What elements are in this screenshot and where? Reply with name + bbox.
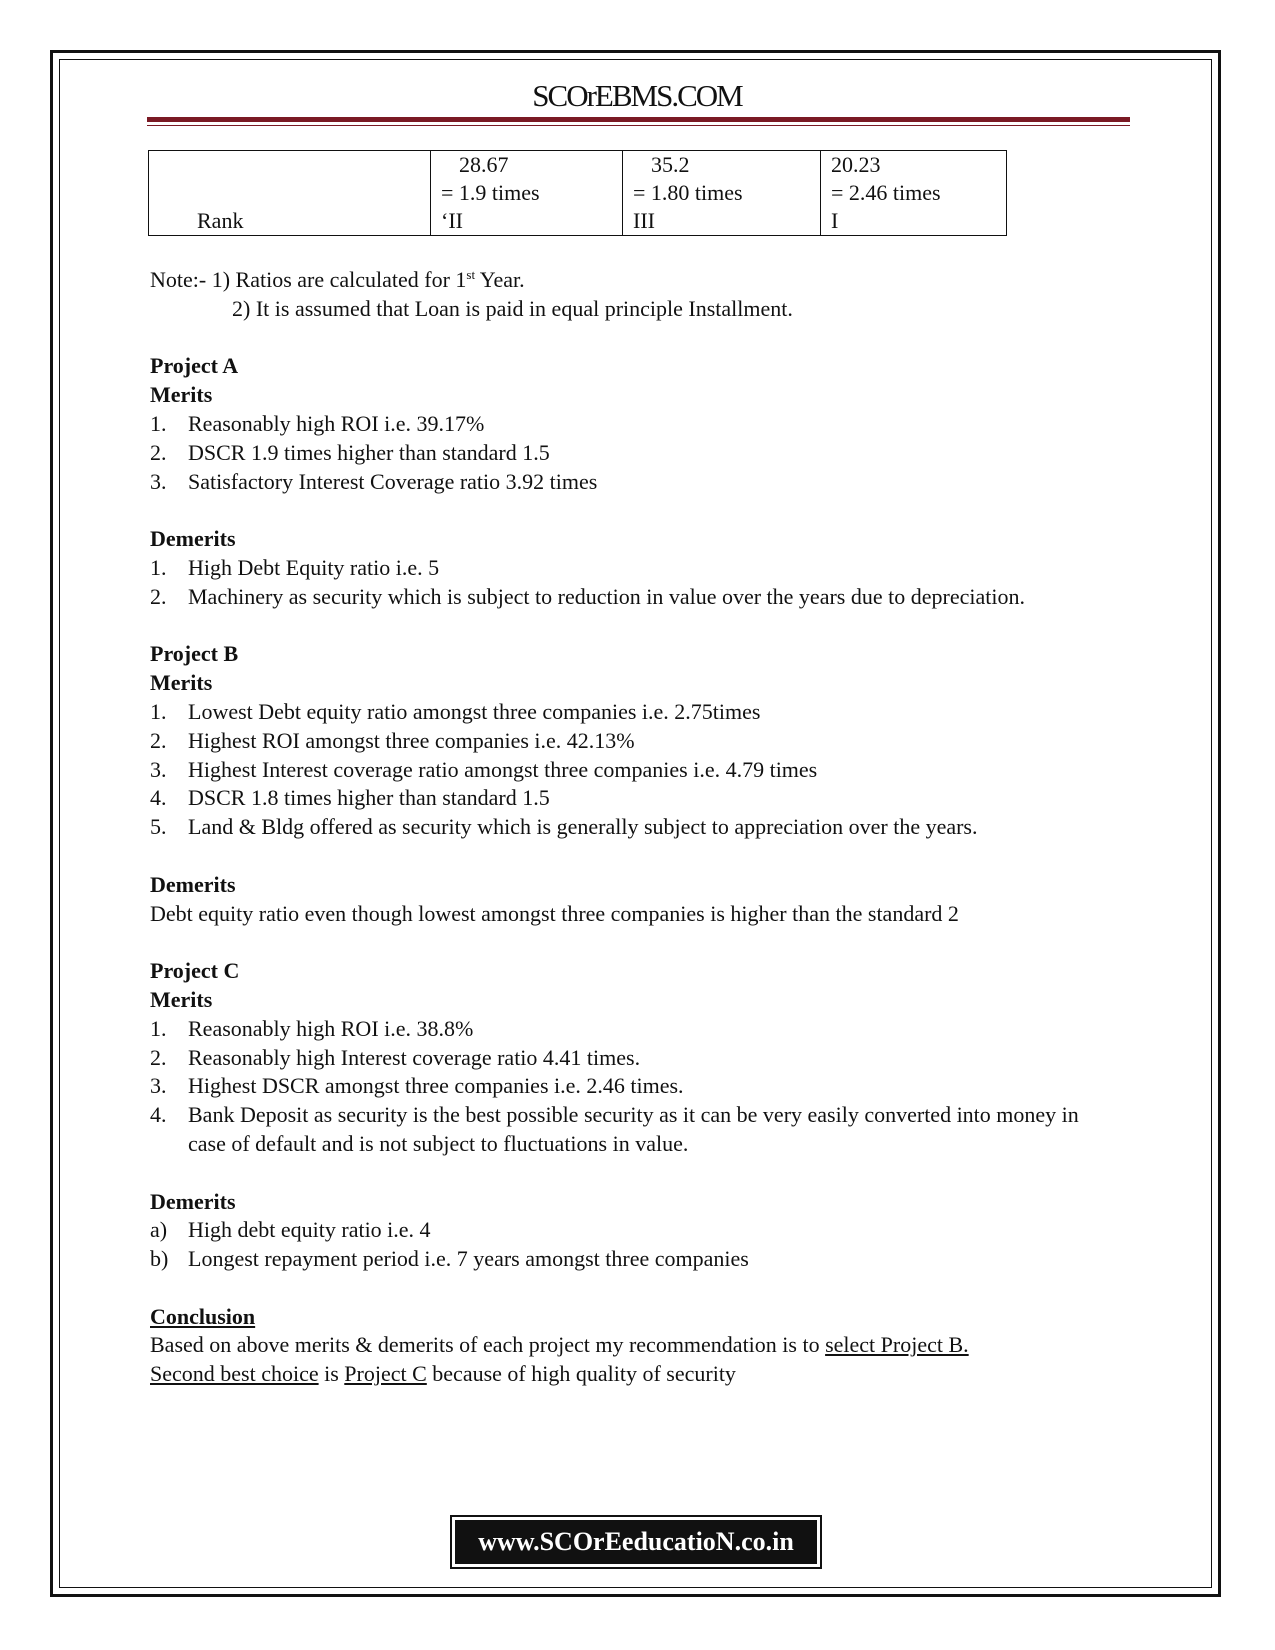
project-c-merits-heading: Merits bbox=[150, 986, 213, 1012]
rank-cell-b bbox=[623, 151, 821, 236]
list-item: 1. High Debt Equity ratio i.e. 5 bbox=[150, 554, 440, 580]
site-header: SCOrEBMS.COM bbox=[532, 78, 742, 113]
note-line-2: 2) It is assumed that Loan is paid in equal principle Installment. bbox=[232, 295, 793, 321]
list-item: 1. Reasonably high ROI i.e. 38.8% bbox=[150, 1015, 474, 1041]
document-body bbox=[150, 266, 1110, 1389]
conclusion-heading: Conclusion bbox=[150, 1303, 256, 1329]
project-a-title: Project A bbox=[150, 353, 239, 379]
project-b-title: Project B bbox=[150, 641, 239, 667]
cell-rank: III bbox=[633, 208, 655, 233]
second-choice-text: Second best choice bbox=[150, 1361, 319, 1387]
recommendation-link: select Project B. bbox=[825, 1332, 969, 1358]
list-item: 4. Bank Deposit as security is the best possible security as it can be very easily converted into money in case of default and is not subject to fluctuations in value. bbox=[150, 1102, 1079, 1156]
project-b-demerits-text: Debt equity ratio even though lowest amongst three companies is higher than the standard 2 bbox=[150, 900, 959, 926]
project-a-demerits-list bbox=[150, 554, 1110, 612]
list-item: 4. DSCR 1.8 times higher than standard 1.5 bbox=[150, 785, 550, 811]
list-item: a) High debt equity ratio i.e. 4 bbox=[150, 1217, 431, 1243]
footer-website: www.SCOrEeducatioN.co.in bbox=[455, 1520, 817, 1564]
rank-cell-a bbox=[431, 151, 623, 236]
list-item: b) Longest repayment period i.e. 7 years amongst three companies bbox=[150, 1246, 749, 1272]
table-row bbox=[149, 151, 1007, 236]
list-item: 2. DSCR 1.9 times higher than standard 1.5 bbox=[150, 439, 550, 465]
header-rule bbox=[147, 117, 1130, 122]
project-c-demerits-list bbox=[150, 1216, 1110, 1274]
footer-website-box bbox=[450, 1515, 822, 1569]
list-item: 2. Highest ROI amongst three companies i.e. 42.13% bbox=[150, 727, 635, 753]
header-rule-thin bbox=[147, 125, 1130, 126]
project-b-merits-list bbox=[150, 698, 1110, 842]
list-item: 2. Reasonably high Interest coverage ratio 4.41 times. bbox=[150, 1044, 641, 1070]
project-a-merits-list bbox=[150, 410, 1110, 496]
cell-rank: I bbox=[831, 208, 839, 233]
list-item: 3. Highest DSCR amongst three companies i.e. 2.46 times. bbox=[150, 1073, 684, 1099]
note-line-1: Note:- 1) Ratios are calculated for 1st Year. bbox=[150, 267, 525, 292]
rank-table bbox=[148, 150, 1007, 236]
project-c-title: Project C bbox=[150, 958, 240, 984]
cell-value: 20.23 bbox=[831, 152, 881, 177]
cell-rank: ‘II bbox=[441, 208, 463, 233]
rank-label-cell: Rank bbox=[149, 151, 431, 236]
conclusion-text: Based on above merits & demerits of each project my recommendation is to select Project B. Second best choice is Project C because of high quality of security bbox=[150, 1332, 969, 1387]
project-c-ref: Project C bbox=[344, 1361, 427, 1387]
project-a-demerits-heading: Demerits bbox=[150, 526, 236, 552]
project-c-merits-list bbox=[150, 1015, 1110, 1159]
project-c-demerits-heading: Demerits bbox=[150, 1188, 236, 1214]
list-item: 1. Lowest Debt equity ratio amongst three companies i.e. 2.75times bbox=[150, 698, 761, 724]
list-item: 5. Land & Bldg offered as security which is generally subject to appreciation over the years. bbox=[150, 814, 978, 840]
cell-value: 35.2 bbox=[651, 152, 690, 177]
project-a-merits-heading: Merits bbox=[150, 382, 213, 408]
list-item: 3. Satisfactory Interest Coverage ratio 3.92 times bbox=[150, 468, 598, 494]
list-item: 3. Highest Interest coverage ratio amongst three companies i.e. 4.79 times bbox=[150, 756, 818, 782]
list-item: 1. Reasonably high ROI i.e. 39.17% bbox=[150, 410, 485, 436]
cell-value: 28.67 bbox=[459, 152, 509, 177]
cell-ratio: = 1.9 times bbox=[441, 180, 540, 205]
project-b-demerits-heading: Demerits bbox=[150, 871, 236, 897]
list-item: 2. Machinery as security which is subject to reduction in value over the years due to depreciation. bbox=[150, 583, 1025, 609]
rank-cell-c bbox=[821, 151, 1007, 236]
cell-ratio: = 1.80 times bbox=[633, 180, 743, 205]
project-b-merits-heading: Merits bbox=[150, 670, 213, 696]
cell-ratio: = 2.46 times bbox=[831, 180, 941, 205]
